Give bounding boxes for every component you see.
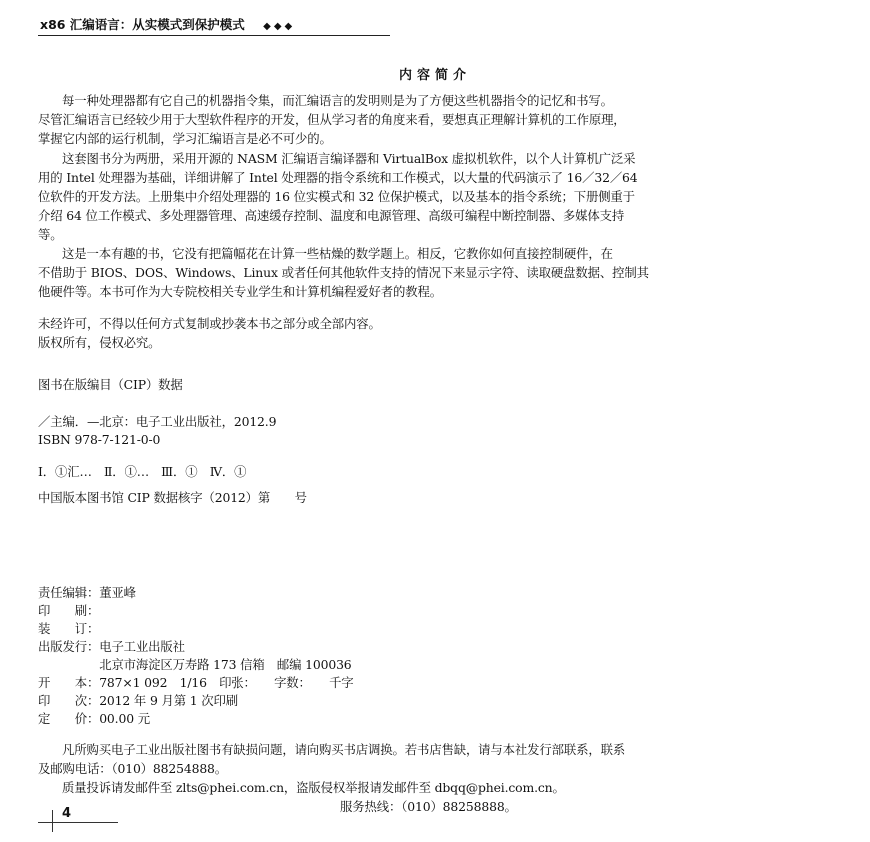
- copyright-rights: 版权所有，侵权必究。: [38, 335, 161, 350]
- header-rule: [38, 35, 390, 36]
- summary-heading: 内容简介: [398, 68, 471, 83]
- summary-line: 用的 Intel 处理器为基础，详细讲解了 Intel 处理器的指令系统和工作模式，以大量的代码演示了 16／32／64: [38, 170, 638, 185]
- summary-line: 他硬件等。本书可作为大专院校相关专业学生和计算机编程爱好者的教程。: [38, 284, 442, 299]
- notice-line: 凡所购买电子工业出版社图书有缺损问题，请向购买书店调换。若书店售缺，请与本社发行部联系，联系: [62, 742, 626, 757]
- page-footer: [30, 806, 120, 832]
- imprint-publisher: 出版发行：电子工业出版社: [38, 639, 185, 654]
- imprint-format: 开 本：787×1 092 1/16 印张： 字数： 千字: [38, 675, 354, 690]
- footer-rule-horizontal: [38, 822, 118, 823]
- cip-publisher: ／主编．—北京：电子工业出版社，2012.9: [38, 414, 277, 429]
- copyright-notice: 未经许可，不得以任何方式复制或抄袭本书之部分或全部内容。: [38, 316, 381, 331]
- running-title: x86 汇编语言：从实模式到保护模式: [40, 17, 245, 32]
- running-header: [40, 15, 295, 33]
- imprint-price: 定 价：00.00 元: [38, 711, 150, 726]
- summary-line: 尽管汇编语言已经较少用于大型软件程序的开发，但从学习者的角度来看，要想真正理解计算机的工作原理，: [38, 112, 626, 127]
- cip-classification: Ⅰ．①汇… Ⅱ．①… Ⅲ．① Ⅳ．①: [38, 464, 247, 479]
- summary-line: 介绍 64 位工作模式、多处理器管理、高速缓存控制、温度和电源管理、高级可编程中断控制器、多媒体支持: [38, 208, 625, 223]
- page-number: 4: [62, 806, 72, 821]
- summary-line: 不借助于 BIOS、DOS、Windows、Linux 或者任何其他软件支持的情况下来显示字符、读取硬盘数据、控制其: [38, 265, 649, 280]
- footer-rule-vertical: [52, 810, 53, 832]
- summary-line: 这套图书分为两册，采用开源的 NASM 汇编语言编译器和 VirtualBox 虚拟机软件，以个人计算机广泛采: [62, 151, 636, 166]
- summary-line: 等。: [38, 227, 63, 242]
- imprint-printer: 印 刷：: [38, 603, 100, 618]
- imprint-editor: 责任编辑：董亚峰: [38, 585, 136, 600]
- summary-line: 掌握它内部的运行机制，学习汇编语言是必不可少的。: [38, 131, 332, 146]
- notice-line: 质量投诉请发邮件至 zlts@phei.com.cn，盗版侵权举报请发邮件至 dbqq@phei.com.cn。: [62, 780, 565, 795]
- imprint-binding: 装 订：: [38, 621, 100, 636]
- imprint-address: 北京市海淀区万寿路 173 信箱 邮编 100036: [38, 657, 352, 672]
- summary-line: 位软件的开发方法。上册集中介绍处理器的 16 位实模式和 32 位保护模式，以及基本的指令系统；下册侧重于: [38, 189, 635, 204]
- summary-line: 每一种处理器都有它自己的机器指令集，而汇编语言的发明则是为了方便这些机器指令的记忆和书写。: [62, 93, 613, 108]
- notice-hotline: 服务热线：（010）88258888。: [340, 799, 517, 814]
- summary-line: 这是一本有趣的书，它没有把篇幅花在计算一些枯燥的数学题上。相反，它教你如何直接控制硬件，在: [62, 246, 613, 261]
- cip-isbn: ISBN 978-7-121-0-0: [38, 432, 161, 447]
- imprint-edition: 印 次：2012 年 9 月第 1 次印刷: [38, 693, 238, 708]
- cip-heading: 图书在版编目（CIP）数据: [38, 377, 183, 392]
- notice-line: 及邮购电话：（010）88254888。: [38, 761, 228, 776]
- header-ornament: ◆◆◆: [263, 21, 296, 32]
- cip-record-number: 中国版本图书馆 CIP 数据核字（2012）第 号: [38, 490, 307, 505]
